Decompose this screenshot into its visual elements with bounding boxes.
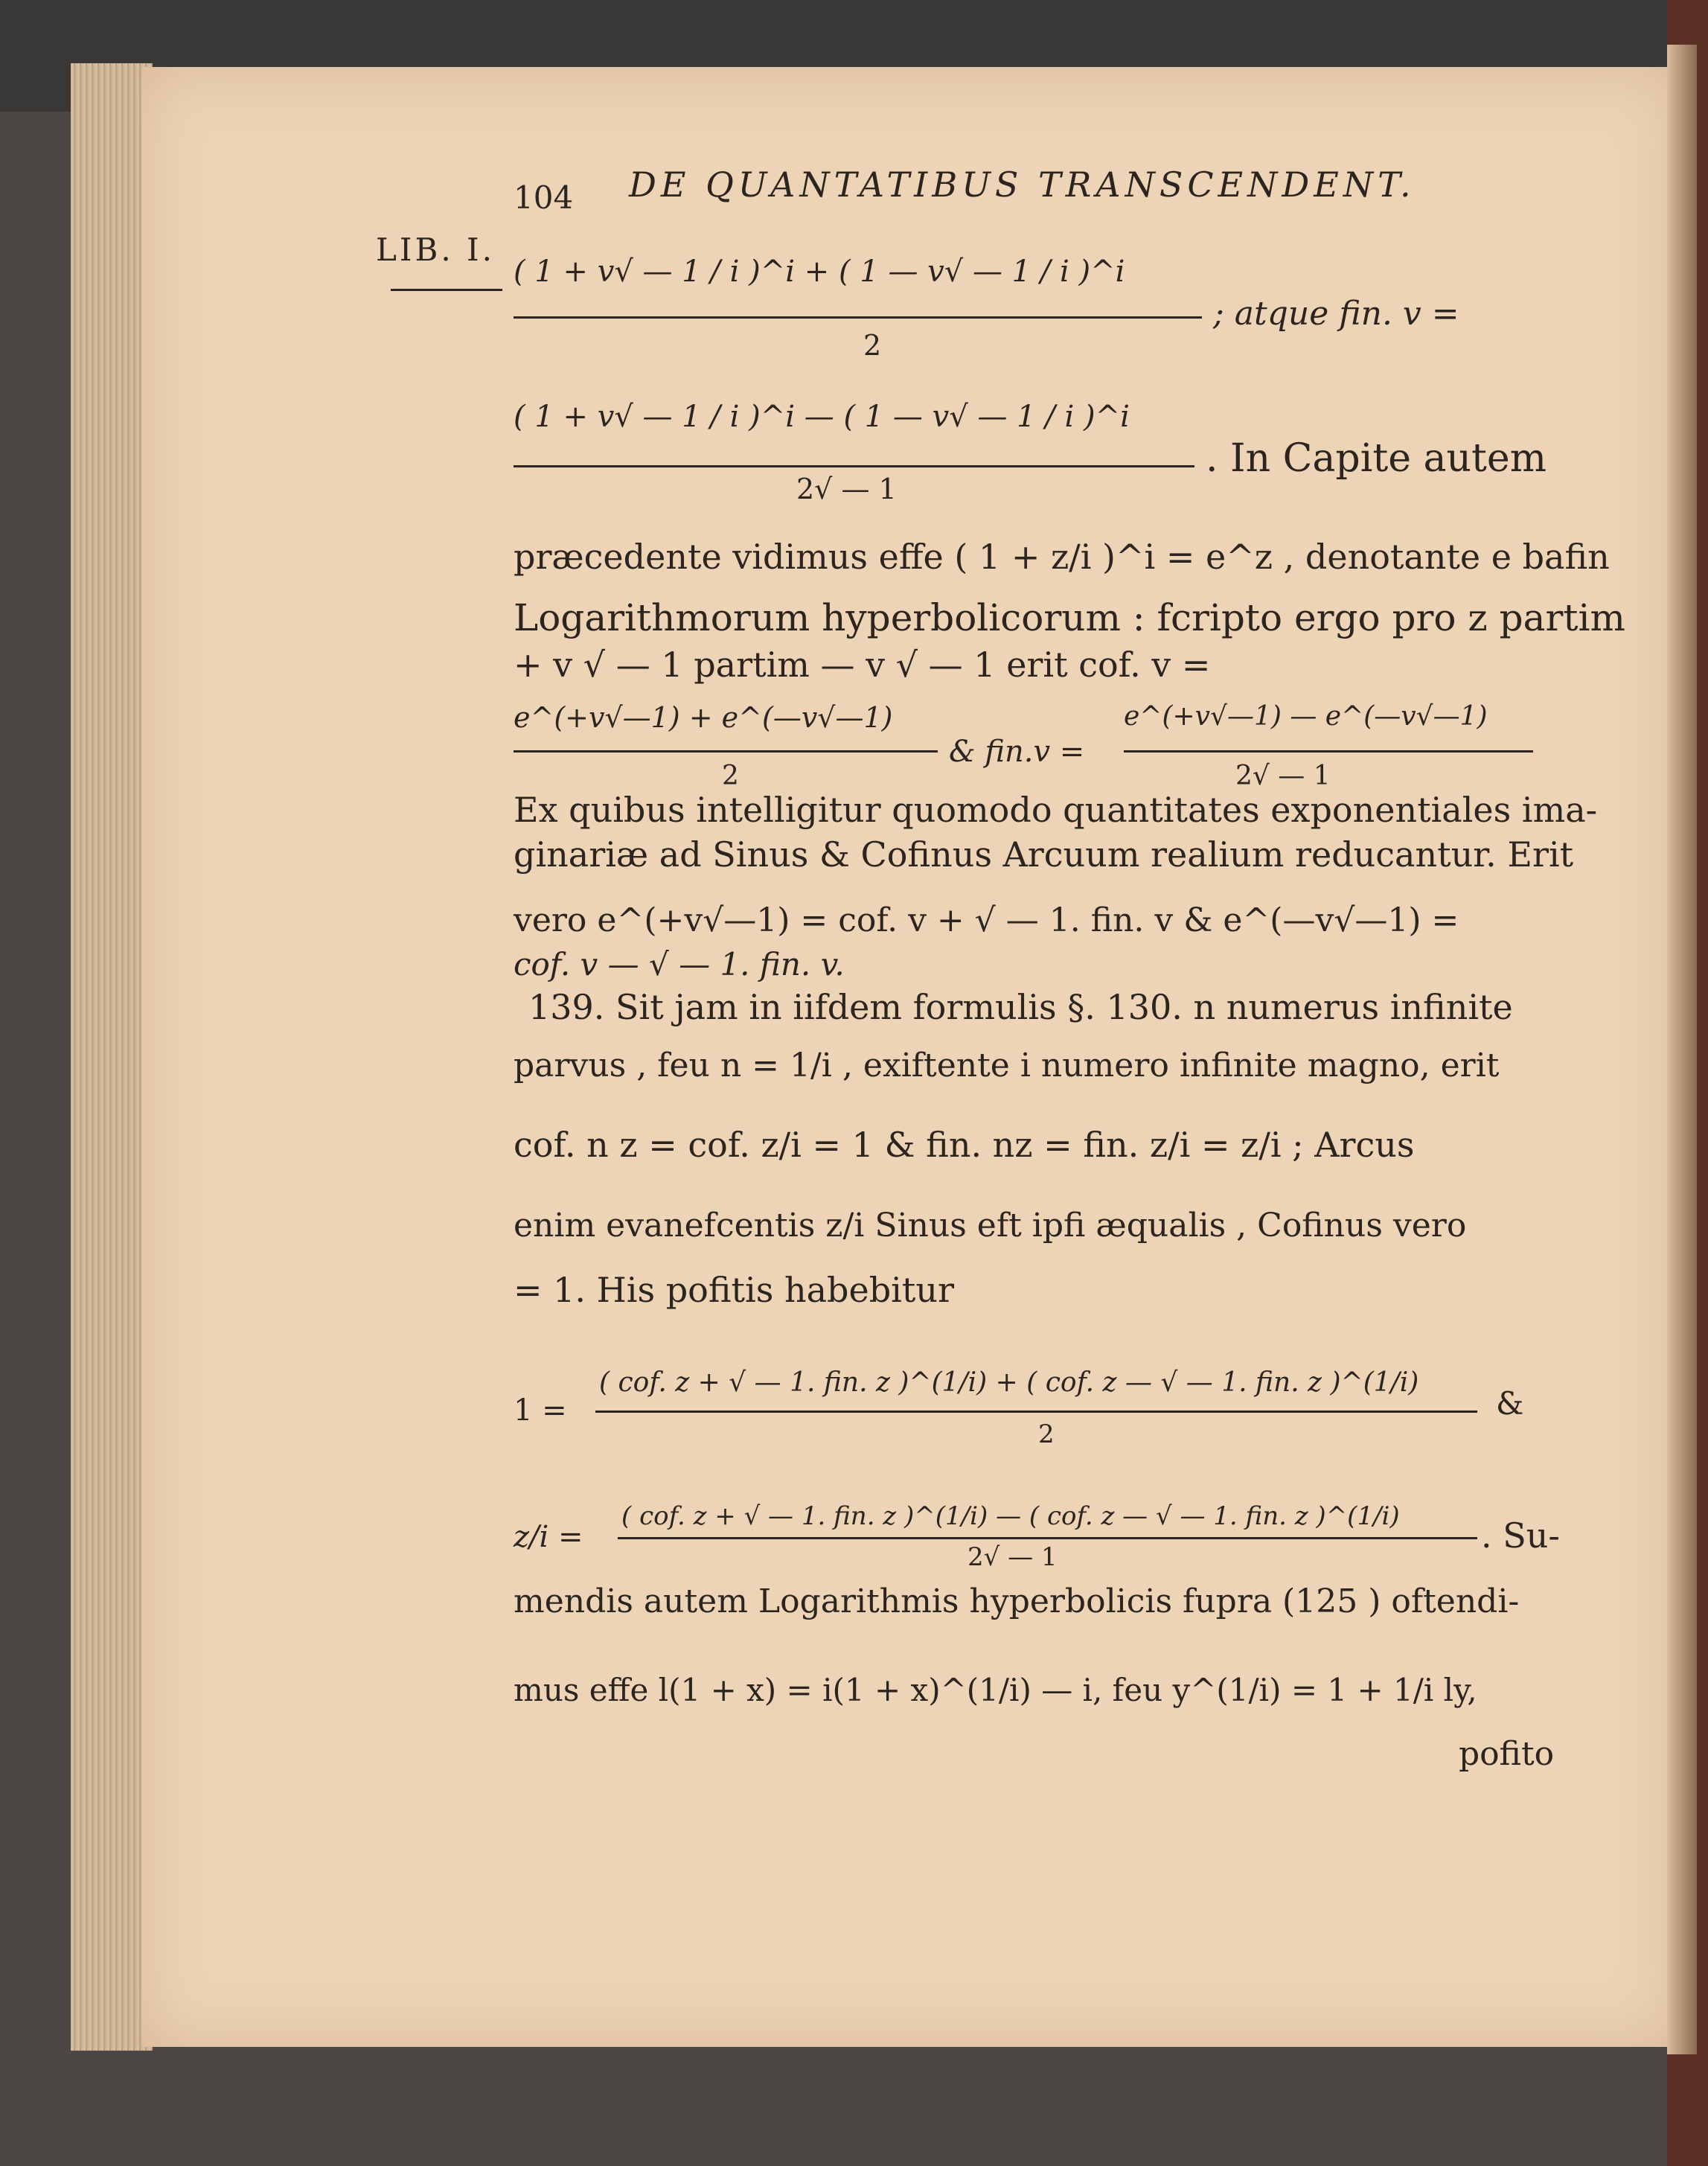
one-numerator: ( cof. z + √ — 1. fin. z )^(1/i) + ( cof. z — √ — 1. fin. z )^(1/i) — [599, 1367, 1419, 1398]
margin-note: LIB. I. — [376, 231, 495, 268]
catchword: pofito — [1459, 1735, 1555, 1773]
line-ex-quibus: Ex quibus intelligitur quomodo quantitates exponentiales ima- — [514, 790, 1598, 830]
exp-sin-denominator: 2√ — 1 — [1235, 761, 1331, 791]
z-numerator: ( cof. z + √ — 1. fin. z )^(1/i) — ( cof. z — √ — 1. fin. z )^(1/i) — [621, 1501, 1400, 1531]
page-right-curl — [1667, 45, 1697, 2054]
exp-cos-numerator: e^(+v√—1) + e^(—v√—1) — [514, 701, 893, 734]
line-his: = 1. His pofitis habebitur — [514, 1270, 954, 1310]
cos-v-fraction-bar — [514, 316, 1202, 319]
line-cos-nz: cof. n z = cof. z/i = 1 & fin. nz = fin. z/i = z/i ; Arcus — [514, 1125, 1415, 1165]
running-title: DE QUANTATIBUS TRANSCENDENT. — [629, 164, 1416, 205]
margin-rule — [391, 289, 502, 291]
one-lhs: 1 = — [514, 1393, 567, 1428]
line-parvus: parvus , feu n = 1/i , exiftente i numero infinite magno, erit — [514, 1047, 1500, 1084]
exp-sin-numerator: e^(+v√—1) — e^(—v√—1) — [1124, 701, 1488, 732]
one-and: & — [1496, 1385, 1524, 1422]
line-enim: enim evanefcentis z/i Sinus eft ipfi æqualis , Cofinus vero — [514, 1207, 1467, 1245]
one-denominator: 2 — [1038, 1419, 1055, 1449]
z-fraction-bar — [618, 1537, 1477, 1539]
page-stack-edges — [71, 63, 153, 2051]
sin-v-fraction-bar — [514, 465, 1194, 467]
line-mus: mus effe l(1 + x) = i(1 + x)^(1/i) — i, feu y^(1/i) = 1 + 1/i ly, — [514, 1672, 1477, 1708]
z-denominator: 2√ — 1 — [967, 1542, 1058, 1572]
line-su: . Su- — [1481, 1515, 1560, 1556]
page-number: 104 — [514, 179, 574, 216]
line-partim: + v √ — 1 partim — v √ — 1 erit cof. v = — [514, 645, 1211, 685]
exp-sin-label: & fin.v = — [949, 735, 1085, 769]
line-praecedente: præcedente vidimus effe ( 1 + z/i )^i = e^z , denotante e bafin — [514, 537, 1610, 577]
line-ginariae: ginariæ ad Sinus & Cofinus Arcuum realium reducantur. Erit — [514, 834, 1574, 875]
sin-v-denominator: 2√ — 1 — [796, 473, 897, 505]
sin-v-numerator: ( 1 + v√ — 1 / i )^i — ( 1 — v√ — 1 / i )^i — [514, 400, 1130, 434]
line-139: 139. Sit jam in iifdem formulis §. 130. n numerus infinite — [528, 987, 1513, 1027]
line-cos-v: cof. v — √ — 1. fin. v. — [514, 946, 845, 983]
z-lhs: z/i = — [514, 1520, 583, 1554]
exp-cos-denominator: 2 — [722, 761, 739, 791]
line-mendis: mendis autem Logarithmis hyperbolicis fupra (125 ) oftendi- — [514, 1582, 1520, 1620]
atque-sin-v: ; atque fin. v = — [1213, 295, 1459, 333]
exp-sin-fraction-bar — [1124, 750, 1533, 753]
line-in-capite: . In Capite autem — [1206, 436, 1547, 481]
cos-v-denominator: 2 — [863, 329, 882, 362]
line-vero: vero e^(+v√—1) = cof. v + √ — 1. fin. v & e^(—v√—1) = — [514, 901, 1459, 939]
cos-v-numerator: ( 1 + v√ — 1 / i )^i + ( 1 — v√ — 1 / i )^i — [514, 255, 1125, 289]
exp-cos-fraction-bar — [514, 750, 938, 753]
line-logarithmorum: Logarithmorum hyperbolicorum : fcripto ergo pro z partim — [514, 596, 1625, 639]
one-fraction-bar — [595, 1411, 1477, 1413]
